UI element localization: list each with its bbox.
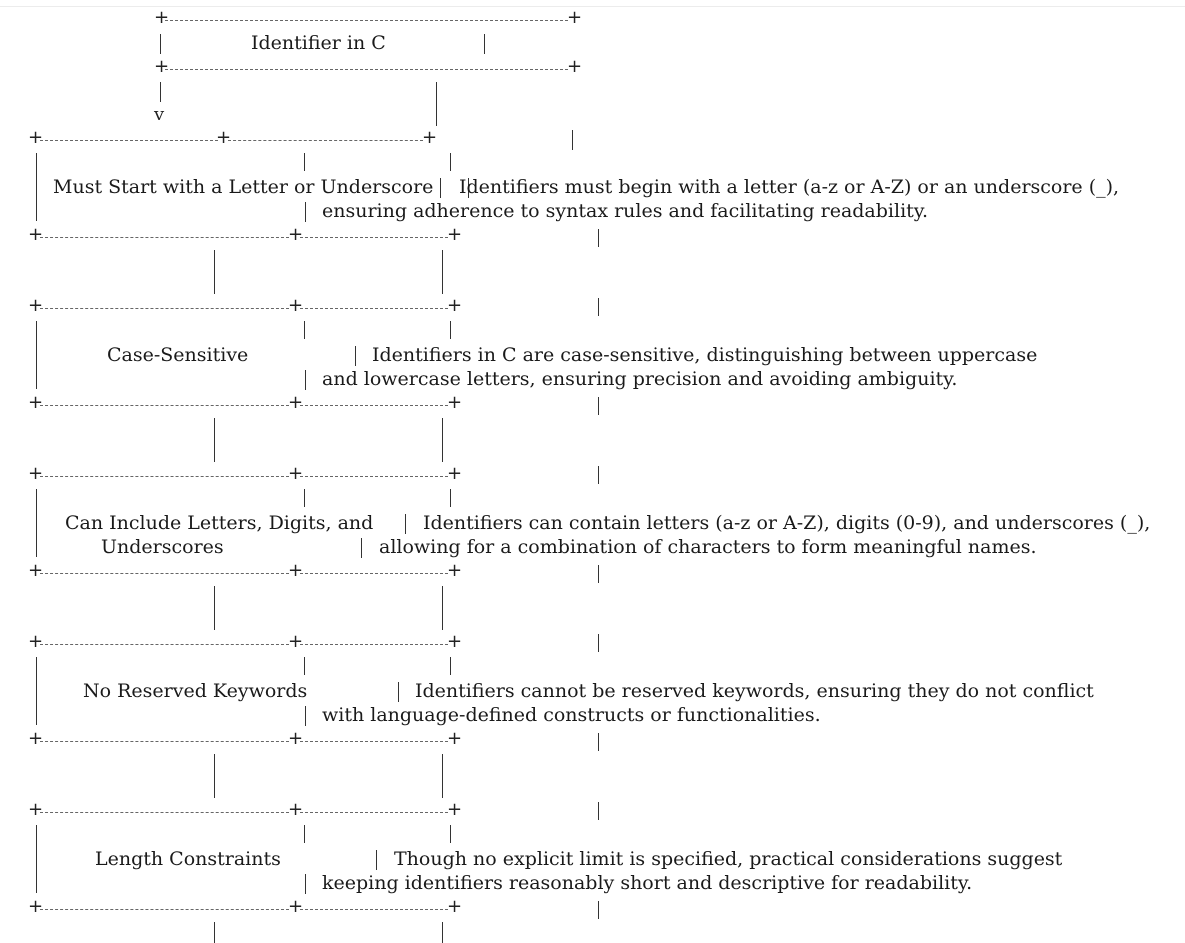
box-border — [228, 140, 423, 141]
box-border — [40, 573, 289, 574]
section-description: Identifiers cannot be reserved keywords, ensuring they do not conflict — [415, 680, 1094, 702]
connector-line — [598, 802, 599, 820]
connector-line — [598, 634, 599, 652]
connector-line — [598, 565, 599, 583]
corner-plus: + — [216, 127, 232, 148]
box-border — [361, 538, 362, 558]
box-border — [40, 308, 289, 309]
box-border — [300, 237, 448, 238]
connector-line — [598, 466, 599, 484]
box-border — [304, 489, 305, 507]
box-border — [300, 741, 448, 742]
corner-plus: + — [288, 560, 304, 581]
corner-plus: + — [28, 560, 44, 581]
box-border — [300, 573, 448, 574]
box-border — [450, 321, 451, 339]
section-description: with language-defined constructs or functionalities. — [322, 704, 821, 726]
section-description: allowing for a combination of characters to form meaningful names. — [379, 536, 1037, 558]
box-border — [398, 682, 399, 702]
box-border — [300, 308, 448, 309]
section-heading: Length Constraints — [95, 848, 281, 870]
box-border — [36, 321, 37, 389]
connector-line — [442, 586, 443, 630]
box-border — [300, 476, 448, 477]
box-border — [405, 514, 406, 534]
top-divider — [0, 6, 1185, 7]
box-border — [304, 153, 305, 171]
box-border — [450, 489, 451, 507]
corner-plus: + — [288, 728, 304, 749]
box-border — [300, 644, 448, 645]
box-border — [40, 405, 289, 406]
connector-line — [214, 922, 215, 943]
box-border — [36, 657, 37, 725]
box-border — [165, 20, 568, 21]
box-border — [40, 644, 289, 645]
connector-line — [598, 298, 599, 316]
connector-line — [442, 250, 443, 294]
section-description: Identifiers must begin with a letter (a-z or A-Z) or an underscore (_), — [459, 176, 1120, 198]
section-description: keeping identifiers reasonably short and descriptive for readability. — [322, 872, 973, 894]
box-border — [450, 153, 451, 171]
box-border — [376, 850, 377, 870]
corner-plus: + — [288, 224, 304, 245]
box-border — [40, 476, 289, 477]
box-border — [40, 909, 289, 910]
box-border — [165, 69, 568, 70]
connector-line — [598, 901, 599, 919]
corner-plus: + — [288, 631, 304, 652]
box-border — [305, 706, 306, 726]
corner-plus: + — [28, 295, 44, 316]
box-border — [305, 874, 306, 894]
corner-plus: + — [447, 392, 463, 413]
section-description: Identifiers can contain letters (a-z or A-Z), digits (0-9), and underscores (_), — [423, 512, 1151, 534]
corner-plus: + — [447, 295, 463, 316]
box-border — [305, 370, 306, 390]
connector-line — [436, 82, 437, 126]
arrow-down-icon: v — [154, 104, 165, 125]
corner-plus: + — [28, 631, 44, 652]
corner-plus: + — [447, 560, 463, 581]
corner-plus: + — [447, 728, 463, 749]
connector-line — [214, 418, 215, 462]
connector-line — [442, 754, 443, 798]
box-border — [440, 178, 441, 198]
corner-plus: + — [154, 56, 170, 77]
connector-line — [442, 922, 443, 943]
box-border — [484, 34, 485, 54]
box-border — [36, 153, 37, 221]
corner-plus: + — [447, 896, 463, 917]
corner-plus: + — [288, 799, 304, 820]
box-border — [450, 657, 451, 675]
box-border — [300, 909, 448, 910]
corner-plus: + — [447, 224, 463, 245]
connector-line — [160, 82, 161, 102]
box-border — [40, 140, 218, 141]
box-border — [304, 825, 305, 843]
box-border — [36, 825, 37, 893]
section-description: Though no explicit limit is specified, practical considerations suggest — [394, 848, 1063, 870]
corner-plus: + — [154, 7, 170, 28]
box-border — [300, 405, 448, 406]
connector-line — [598, 397, 599, 415]
section-description: ensuring adherence to syntax rules and facilitating readability. — [322, 200, 929, 222]
corner-plus: + — [447, 799, 463, 820]
corner-plus: + — [422, 127, 438, 148]
section-heading: Case-Sensitive — [107, 344, 249, 366]
connector-line — [214, 250, 215, 294]
box-border — [300, 812, 448, 813]
corner-plus: + — [28, 127, 44, 148]
section-heading: Can Include Letters, Digits, and — [65, 512, 374, 534]
corner-plus: + — [28, 728, 44, 749]
corner-plus: + — [447, 631, 463, 652]
diagram-title: Identifier in C — [251, 32, 386, 54]
corner-plus: + — [28, 224, 44, 245]
corner-plus: + — [447, 463, 463, 484]
section-heading: No Reserved Keywords — [83, 680, 308, 702]
connector-line — [442, 418, 443, 462]
corner-plus: + — [28, 392, 44, 413]
box-border — [40, 741, 289, 742]
connector-line — [598, 229, 599, 247]
corner-plus: + — [567, 56, 583, 77]
section-heading: Underscores — [101, 536, 224, 558]
connector-line — [598, 733, 599, 751]
box-border — [450, 825, 451, 843]
box-border — [40, 812, 289, 813]
corner-plus: + — [567, 7, 583, 28]
corner-plus: + — [28, 799, 44, 820]
box-border — [355, 346, 356, 366]
section-description: and lowercase letters, ensuring precision and avoiding ambiguity. — [322, 368, 958, 390]
section-heading: Must Start with a Letter or Underscore — [53, 176, 434, 198]
box-border — [304, 657, 305, 675]
box-border — [305, 202, 306, 222]
connector-line — [214, 754, 215, 798]
corner-plus: + — [28, 463, 44, 484]
corner-plus: + — [288, 392, 304, 413]
corner-plus: + — [288, 295, 304, 316]
box-border — [304, 321, 305, 339]
box-border — [36, 489, 37, 557]
connector-line — [572, 130, 573, 150]
connector-line — [214, 586, 215, 630]
corner-plus: + — [288, 896, 304, 917]
section-description: Identifiers in C are case-sensitive, distinguishing between uppercase — [372, 344, 1038, 366]
box-border — [40, 237, 289, 238]
corner-plus: + — [288, 463, 304, 484]
box-border — [160, 34, 161, 54]
corner-plus: + — [28, 896, 44, 917]
